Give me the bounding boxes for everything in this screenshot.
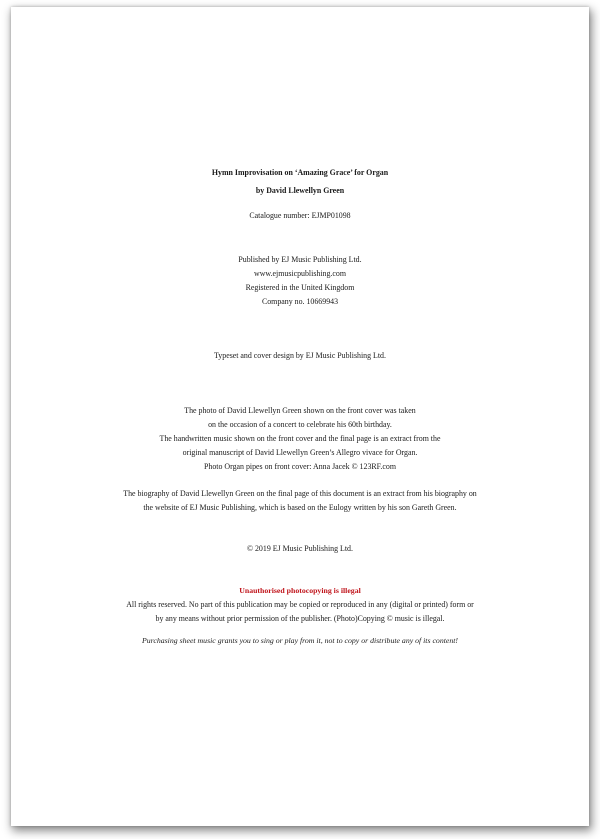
document-page (11, 7, 589, 826)
copyright-notice: © 2019 EJ Music Publishing Ltd. (247, 544, 353, 553)
warning-heading: Unauthorised photocopying is illegal (239, 586, 361, 595)
rights-line-1: All rights reserved. No part of this publication may be copied or reproduced in any (digital or printed) form or (126, 600, 474, 609)
title-line-2: by David Llewellyn Green (255, 186, 345, 195)
rights-line-2: by any means without prior permission of the publisher. (Photo)Copying © music is illegal. (155, 614, 445, 623)
biography-line-1: The biography of David Llewellyn Green on the final page of this document is an extract from his biography on (123, 489, 477, 498)
publisher-registered: Registered in the United Kingdom (245, 283, 355, 292)
publisher-company: Company no. 10669943 (261, 297, 339, 306)
credits-line-1: The photo of David Llewellyn Green shown on the front cover was taken (184, 406, 416, 415)
credits-line-2: on the occasion of a concert to celebrate his 60th birthday. (208, 420, 392, 429)
typeset-credit: Typeset and cover design by EJ Music Publishing Ltd. (214, 351, 386, 360)
purchasing-note: Purchasing sheet music grants you to sing or play from it, not to copy or distribute any of its content! (141, 636, 459, 645)
publisher-website: www.ejmusicpublishing.com (254, 269, 346, 278)
catalogue-number: Catalogue number: EJMP01098 (249, 211, 351, 220)
biography-line-2: the website of EJ Music Publishing, which is based on the Eulogy written by his son Gareth Green. (143, 503, 457, 512)
credits-line-3: The handwritten music shown on the front cover and the final page is an extract from the (159, 434, 441, 443)
credits-line-5: Photo Organ pipes on front cover: Anna Jacek © 123RF.com (204, 462, 396, 471)
credits-line-4: original manuscript of David Llewellyn Green’s Allegro vivace for Organ. (182, 448, 418, 457)
publisher-line: Published by EJ Music Publishing Ltd. (238, 255, 362, 264)
title-line-1: Hymn Improvisation on ‘Amazing Grace’ for Organ (211, 168, 389, 177)
